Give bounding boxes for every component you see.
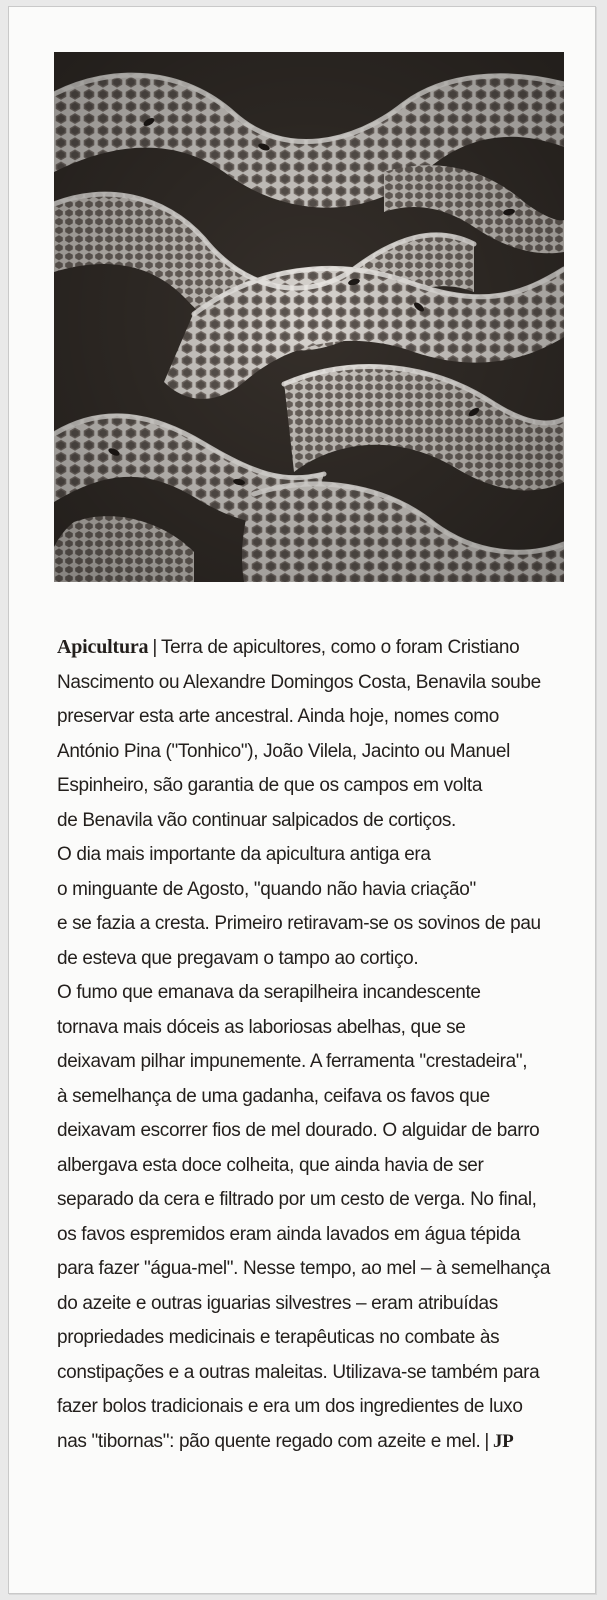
- article-line: deixavam pilhar impunemente. A ferramenta "crestadeira",: [57, 1051, 528, 1072]
- separator-bar: |: [484, 1430, 490, 1452]
- article-line: separado da cera e filtrado por um cesto de verga. No final,: [57, 1189, 537, 1210]
- article-line: de Benavila vão continuar salpicados de cortiços.: [57, 809, 456, 831]
- article-line: deixavam escorrer fios de mel dourado. O alguidar de barro: [57, 1120, 540, 1141]
- article-line: de esteva que pregavam o tampo ao cortiço.: [57, 947, 419, 969]
- article-line: Espinheiro, são garantia de que os campos em volta: [57, 775, 483, 796]
- article-lead: Apicultura: [57, 636, 149, 658]
- article-line-text: nas "tibornas": pão quente regado com azeite e mel.: [57, 1430, 481, 1452]
- article-line: para fazer "água-mel". Nesse tempo, ao mel – à semelhança: [57, 1258, 551, 1279]
- article-line: tornava mais dóceis as laboriosas abelhas, que se: [57, 1016, 466, 1038]
- article-line: propriedades medicinais e terapêuticas no combate às: [57, 1327, 500, 1348]
- article-body: [57, 630, 577, 1459]
- article-line: e se fazia a cresta. Primeiro retiravam-se os sovinos de pau: [57, 913, 541, 934]
- article-line: Nascimento ou Alexandre Domingos Costa, Benavila soube: [57, 671, 541, 693]
- article-line: O dia mais importante da apicultura antiga era: [57, 844, 431, 865]
- magazine-page: [8, 6, 596, 1594]
- honeycomb-photo: [54, 52, 564, 582]
- article-line: os favos espremidos eram ainda lavados em água tépida: [57, 1223, 521, 1245]
- article-line: preservar esta arte ancestral. Ainda hoje, nomes como: [57, 706, 499, 727]
- article-line-text: Terra de apicultores, como o foram Cristiano: [160, 637, 520, 658]
- article-line: albergava esta doce colheita, que ainda havia de ser: [57, 1154, 484, 1176]
- article-line: [57, 630, 577, 666]
- article-line: António Pina ("Tonhico"), João Vilela, Jacinto ou Manuel: [57, 740, 510, 762]
- article-line: do azeite e outras iguarias silvestres – eram atribuídas: [57, 1292, 498, 1314]
- article-line: fazer bolos tradicionais e era um dos ingredientes de luxo: [57, 1396, 523, 1417]
- honeycomb-image: [54, 52, 564, 582]
- article-line: à semelhança de uma gadanha, ceifava os favos que: [57, 1085, 490, 1107]
- article-line: O fumo que emanava da serapilheira incandescente: [57, 982, 481, 1003]
- separator-bar: |: [152, 637, 157, 658]
- article-line: constipações e a outras maleitas. Utilizava-se também para: [57, 1361, 540, 1383]
- author-signature: JP: [493, 1430, 514, 1452]
- article-line: o minguante de Agosto, "quando não havia criação": [57, 878, 476, 900]
- article-line: [57, 1425, 577, 1460]
